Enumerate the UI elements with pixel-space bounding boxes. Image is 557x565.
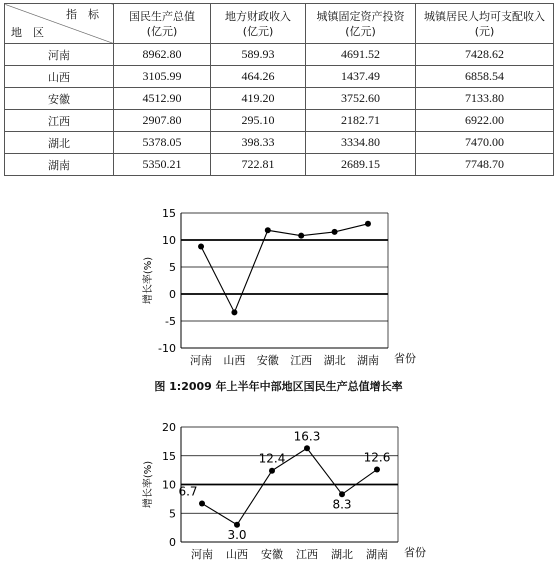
column-header-name: 城镇居民人均可支配收入 xyxy=(424,9,545,23)
chart1-data-point xyxy=(332,229,338,235)
gdp-growth-chart-1 xyxy=(0,200,557,400)
column-header-fiscal-revenue xyxy=(211,4,306,44)
chart1-y-tick-label: 5 xyxy=(169,261,176,274)
chart1-data-point xyxy=(265,227,271,233)
region-cell: 湖南 xyxy=(5,154,114,176)
chart2-x-tick-label: 山西 xyxy=(226,548,248,561)
column-header-name: 地方财政收入 xyxy=(225,9,291,23)
chart1-x-tick-label: 河南 xyxy=(190,354,213,367)
column-header-gdp xyxy=(114,4,211,44)
column-header-name: 国民生产总值 xyxy=(129,9,195,23)
value-cell: 5350.21 xyxy=(114,154,211,176)
chart2-data-label: 16.3 xyxy=(293,429,321,444)
table-row xyxy=(5,66,554,88)
value-cell: 5378.05 xyxy=(114,132,211,154)
table-row xyxy=(5,44,554,66)
chart1-series-line xyxy=(201,224,368,313)
column-header-fixed-investment xyxy=(306,4,416,44)
chart1-y-tick-label: 15 xyxy=(162,207,176,220)
chart1-x-tick-label: 安徽 xyxy=(256,354,279,367)
chart1-x-axis-label: 省份 xyxy=(394,352,416,365)
column-header-disposable-income xyxy=(416,4,554,44)
chart2-x-tick-label: 安徽 xyxy=(261,548,283,561)
region-cell: 安徽 xyxy=(5,88,114,110)
value-cell: 4512.90 xyxy=(114,88,211,110)
value-cell: 1437.49 xyxy=(306,66,416,88)
chart2-x-axis-label: 省份 xyxy=(404,546,426,559)
chart-1-caption: 图 1:2009 年上半年中部地区国民生产总值增长率 xyxy=(154,380,403,393)
chart2-x-tick-label: 湖南 xyxy=(366,548,388,561)
chart2-y-tick-label: 0 xyxy=(169,536,176,549)
chart1-data-point xyxy=(231,309,237,315)
chart2-x-tick-label: 湖北 xyxy=(331,548,353,561)
chart1-x-tick-label: 山西 xyxy=(223,354,246,367)
chart2-y-tick-label: 20 xyxy=(162,421,176,434)
chart2-x-tick-label: 江西 xyxy=(296,548,318,561)
column-header-unit: (亿元) xyxy=(146,24,178,38)
chart1-data-point xyxy=(198,243,204,249)
chart2-data-point xyxy=(304,445,310,451)
chart2-data-label: 3.0 xyxy=(227,527,247,542)
region-cell: 河南 xyxy=(5,44,114,66)
chart2-y-tick-label: 15 xyxy=(162,449,176,463)
value-cell: 7133.80 xyxy=(416,88,554,110)
chart2-y-tick-label: 5 xyxy=(169,507,176,521)
chart1-x-tick-label: 湖南 xyxy=(356,354,379,367)
region-cell: 山西 xyxy=(5,66,114,88)
value-cell: 7470.00 xyxy=(416,132,554,154)
table-header-row xyxy=(5,4,554,44)
chart2-y-axis-label: 增长率(%) xyxy=(143,460,154,509)
region-cell: 湖北 xyxy=(5,132,114,154)
chart1-data-point xyxy=(298,233,304,239)
value-cell: 295.10 xyxy=(211,110,306,132)
column-header-unit: (元) xyxy=(474,24,495,38)
column-header-name: 城镇固定资产投资 xyxy=(316,9,405,23)
table-row xyxy=(5,132,554,154)
region-header-label: 地 区 xyxy=(11,26,44,39)
table-row xyxy=(5,88,554,110)
value-cell: 722.81 xyxy=(211,154,306,176)
growth-chart-2 xyxy=(0,412,557,565)
chart1-y-tick-label: -10 xyxy=(158,342,176,355)
chart2-data-point xyxy=(269,468,275,474)
value-cell: 7428.62 xyxy=(416,44,554,66)
value-cell: 3105.99 xyxy=(114,66,211,88)
value-cell: 398.33 xyxy=(211,132,306,154)
chart1-y-axis-label: 增长率(%) xyxy=(143,256,154,305)
diagonal-header-cell xyxy=(5,4,114,44)
value-cell: 464.26 xyxy=(211,66,306,88)
value-cell: 3752.60 xyxy=(306,88,416,110)
chart1-y-tick-label: 0 xyxy=(169,288,176,301)
region-cell: 江西 xyxy=(5,110,114,132)
value-cell: 589.93 xyxy=(211,44,306,66)
chart2-data-label: 12.6 xyxy=(363,450,391,465)
chart1-x-tick-label: 江西 xyxy=(290,354,313,367)
table-row xyxy=(5,154,554,176)
chart2-data-label: 6.7 xyxy=(178,484,198,499)
chart2-data-point xyxy=(199,500,205,506)
chart2-data-point xyxy=(374,467,380,473)
value-cell: 2689.15 xyxy=(306,154,416,176)
column-header-unit: (亿元) xyxy=(242,24,274,38)
chart1-y-tick-label: -5 xyxy=(165,315,176,328)
chart2-data-label: 12.4 xyxy=(258,451,286,466)
chart2-x-tick-label: 河南 xyxy=(191,548,213,561)
value-cell: 2182.71 xyxy=(306,110,416,132)
value-cell: 6922.00 xyxy=(416,110,554,132)
chart2-data-label: 8.3 xyxy=(332,497,352,512)
table-row xyxy=(5,110,554,132)
value-cell: 4691.52 xyxy=(306,44,416,66)
value-cell: 6858.54 xyxy=(416,66,554,88)
value-cell: 2907.80 xyxy=(114,110,211,132)
value-cell: 7748.70 xyxy=(416,154,554,176)
value-cell: 419.20 xyxy=(211,88,306,110)
chart1-y-tick-label: 10 xyxy=(162,234,176,247)
value-cell: 3334.80 xyxy=(306,132,416,154)
chart2-y-tick-label: 10 xyxy=(162,478,176,492)
chart1-x-tick-label: 湖北 xyxy=(323,354,346,367)
indicator-header-label: 指 标 xyxy=(66,8,99,21)
value-cell: 8962.80 xyxy=(114,44,211,66)
chart1-data-point xyxy=(365,221,371,227)
data-table xyxy=(4,3,554,176)
column-header-unit: (亿元) xyxy=(345,24,376,38)
